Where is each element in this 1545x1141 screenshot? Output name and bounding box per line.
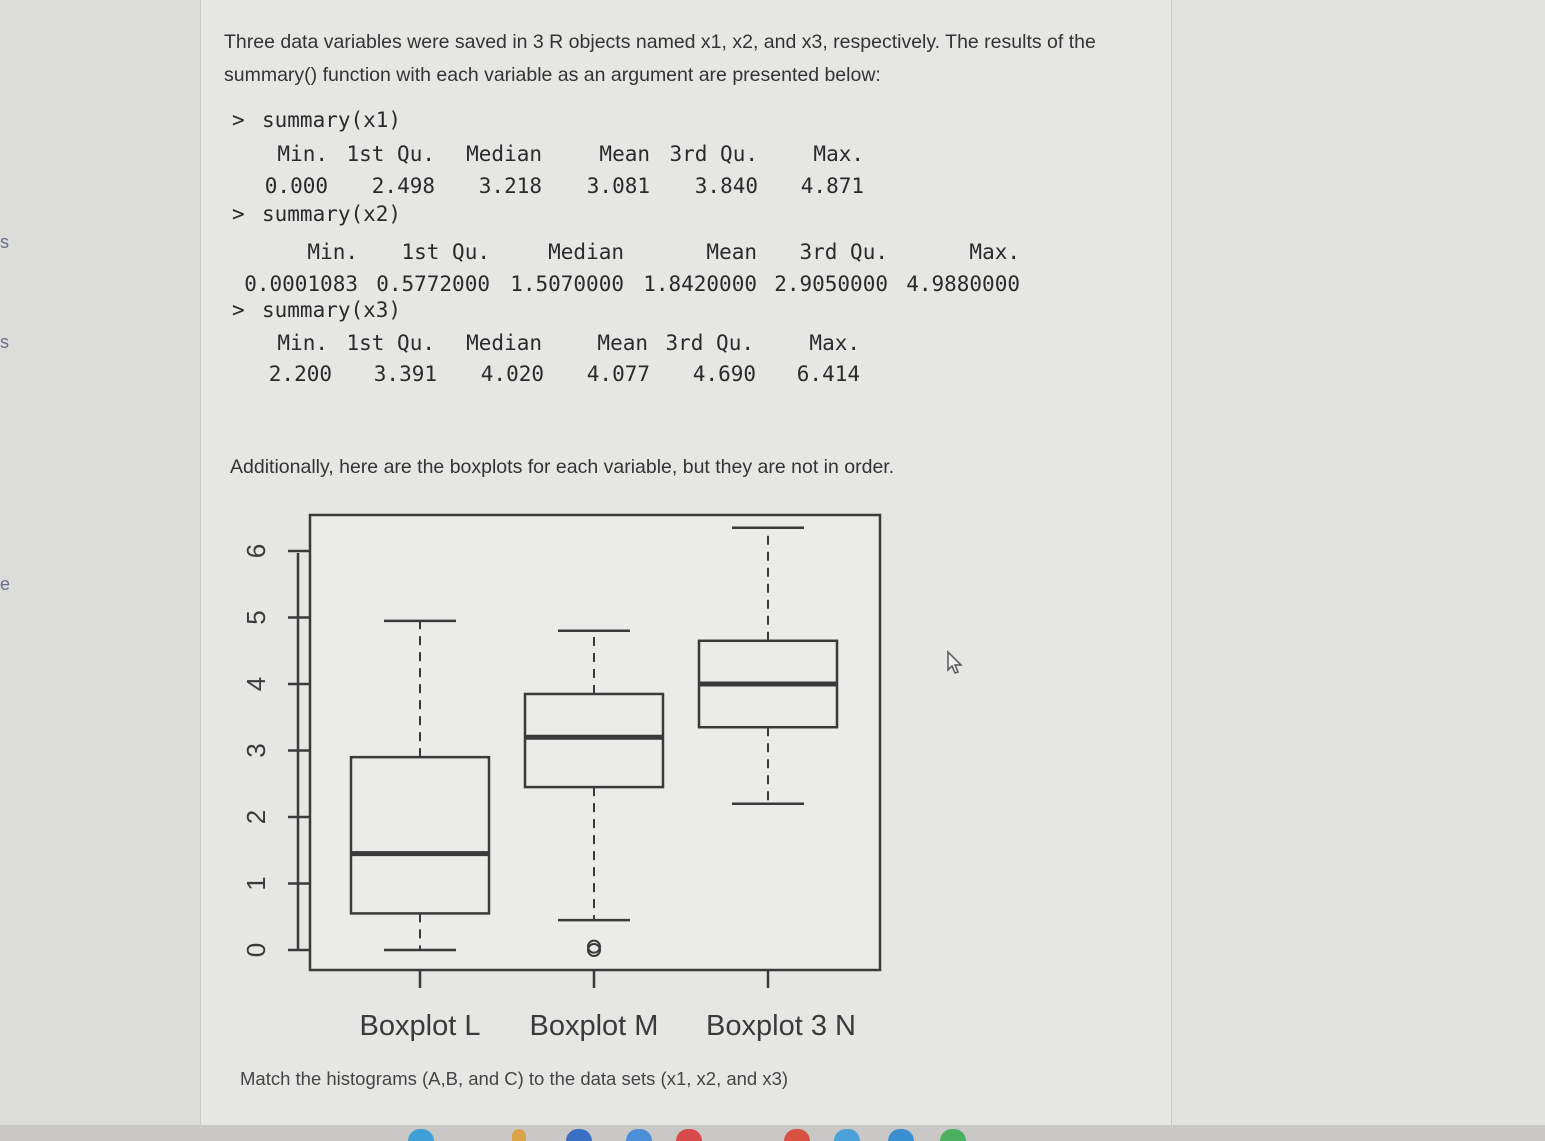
header-3rd-qu: 3rd Qu. bbox=[799, 240, 888, 264]
y-tick-label: 1 bbox=[241, 876, 271, 891]
value-max: 4.871 bbox=[800, 174, 864, 198]
taskbar-app-icon[interactable] bbox=[676, 1129, 702, 1141]
value-max: 4.9880000 bbox=[906, 272, 1020, 296]
iqr-box bbox=[525, 694, 663, 787]
value-3rd-qu: 4.690 bbox=[692, 362, 756, 386]
taskbar-app-icon[interactable] bbox=[784, 1129, 810, 1141]
header-1st-qu: 1st Qu. bbox=[346, 331, 435, 355]
value-max: 6.414 bbox=[796, 362, 860, 386]
taskbar-app-icon[interactable] bbox=[940, 1129, 966, 1141]
header-mean: Mean bbox=[599, 142, 650, 166]
value-median: 3.218 bbox=[478, 174, 542, 198]
mouse-cursor-icon bbox=[946, 650, 966, 676]
header-1st-qu: 1st Qu. bbox=[346, 142, 435, 166]
x-axis-labels bbox=[360, 1010, 856, 1042]
intro-line-2: summary() function with each variable as an argument are presented below: bbox=[224, 64, 881, 86]
header-min: Min. bbox=[277, 142, 328, 166]
summary-command: summary(x2) bbox=[262, 202, 402, 226]
header-max: Max. bbox=[809, 331, 860, 355]
value-min: 0.000 bbox=[264, 174, 328, 198]
summary-command: summary(x1) bbox=[262, 108, 402, 132]
value-1st-qu: 2.498 bbox=[371, 174, 435, 198]
intro-line-1: Three data variables were saved in 3 R objects named x1, x2, and x3, respectively. The results of the bbox=[224, 31, 1096, 53]
taskbar-app-icon[interactable] bbox=[626, 1129, 652, 1141]
question-intro bbox=[224, 26, 1154, 92]
y-tick-label: 3 bbox=[241, 743, 271, 758]
header-median: Median bbox=[466, 331, 542, 355]
taskbar-app-icon[interactable] bbox=[888, 1129, 914, 1141]
value-3rd-qu: 3.840 bbox=[694, 174, 758, 198]
right-panel bbox=[1172, 0, 1545, 1125]
summary-x1-block bbox=[232, 108, 932, 204]
x-axis-label: Boxplot 3 N bbox=[706, 1010, 856, 1042]
taskbar-app-icon[interactable] bbox=[512, 1129, 526, 1141]
y-tick-label: 0 bbox=[241, 942, 271, 958]
iqr-box bbox=[351, 757, 489, 913]
y-tick-label: 4 bbox=[241, 676, 271, 692]
value-min: 0.0001083 bbox=[244, 272, 358, 296]
additional-text: Additionally, here are the boxplots for each variable, but they are not in order. bbox=[230, 456, 895, 478]
taskbar-app-icon[interactable] bbox=[408, 1129, 434, 1141]
summary-command: summary(x3) bbox=[262, 298, 402, 322]
value-mean: 1.8420000 bbox=[643, 272, 757, 296]
taskbar-app-icon[interactable] bbox=[834, 1129, 860, 1141]
value-1st-qu: 3.391 bbox=[373, 362, 437, 386]
value-min: 2.200 bbox=[268, 362, 332, 386]
value-median: 1.5070000 bbox=[510, 272, 624, 296]
summary-x2-block bbox=[232, 202, 1032, 298]
boxplot-chart bbox=[220, 500, 920, 1060]
prompt-symbol: > bbox=[232, 298, 245, 322]
edge-letter-2: s bbox=[0, 332, 9, 352]
header-max: Max. bbox=[969, 240, 1020, 264]
value-median: 4.020 bbox=[480, 362, 544, 386]
y-tick-label: 6 bbox=[241, 543, 271, 559]
header-median: Median bbox=[548, 240, 624, 264]
taskbar-app-icon[interactable] bbox=[566, 1129, 592, 1141]
y-tick-label: 5 bbox=[241, 610, 271, 625]
value-mean: 3.081 bbox=[586, 174, 650, 198]
prompt-symbol: > bbox=[232, 202, 245, 226]
header-median: Median bbox=[466, 142, 542, 166]
match-instruction: Match the histograms (A,B, and C) to the data sets (x1, x2, and x3) bbox=[240, 1068, 789, 1089]
header-mean: Mean bbox=[597, 331, 648, 355]
header-min: Min. bbox=[307, 240, 358, 264]
summary-x3-block bbox=[232, 298, 932, 394]
y-axis-ticks bbox=[241, 544, 310, 957]
header-max: Max. bbox=[813, 142, 864, 166]
value-3rd-qu: 2.9050000 bbox=[774, 272, 888, 296]
header-min: Min. bbox=[277, 331, 328, 355]
header-3rd-qu: 3rd Qu. bbox=[665, 331, 754, 355]
value-mean: 4.077 bbox=[586, 362, 650, 386]
header-1st-qu: 1st Qu. bbox=[401, 240, 490, 264]
edge-letter-3: e bbox=[0, 574, 11, 594]
value-1st-qu: 0.5772000 bbox=[376, 272, 490, 296]
header-3rd-qu: 3rd Qu. bbox=[669, 142, 758, 166]
edge-letter-1: s bbox=[0, 232, 9, 252]
left-panel bbox=[0, 0, 200, 1125]
x-axis-label: Boxplot M bbox=[529, 1010, 659, 1042]
prompt-symbol: > bbox=[232, 108, 245, 132]
taskbar bbox=[0, 1125, 1545, 1141]
header-mean: Mean bbox=[706, 240, 757, 264]
y-tick-label: 2 bbox=[241, 809, 271, 825]
x-axis-label: Boxplot L bbox=[359, 1010, 481, 1042]
